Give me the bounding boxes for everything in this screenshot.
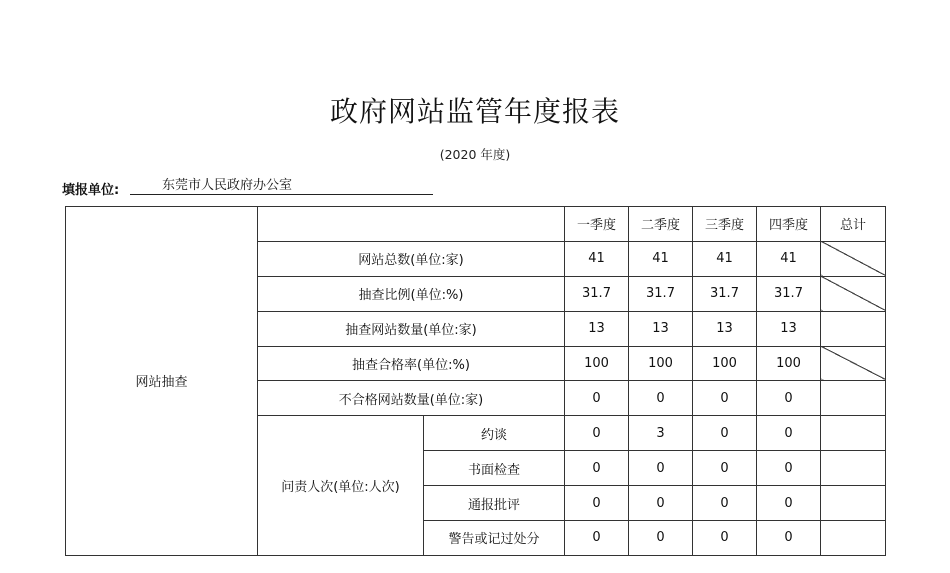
cell-value: 0 [757,486,821,521]
cell-value: 0 [693,521,757,556]
header-q2: 二季度 [629,207,693,242]
cell-value: 41 [693,241,757,276]
cell-value: 0 [629,486,693,521]
cell-value: 41 [565,241,629,276]
total-cell-diagonal [821,241,886,276]
cell-value: 41 [757,241,821,276]
cell-value: 0 [693,451,757,486]
header-row [66,207,886,242]
row-label: 不合格网站数量(单位:家) [258,381,565,416]
cell-value: 0 [757,381,821,416]
cell-value: 0 [565,451,629,486]
header-q1: 一季度 [565,207,629,242]
header-q3: 三季度 [693,207,757,242]
total-cell-diagonal [821,346,886,381]
cell-value: 31.7 [693,276,757,311]
cell-value: 31.7 [565,276,629,311]
cell-value: 0 [757,451,821,486]
cell-value: 0 [629,521,693,556]
cell-value: 31.7 [629,276,693,311]
cell-value: 0 [629,381,693,416]
report-table [65,206,886,556]
cell-value: 100 [693,346,757,381]
cell-value: 13 [565,311,629,346]
cell-value: 100 [757,346,821,381]
total-cell [821,451,886,486]
total-cell [821,381,886,416]
row-label: 网站总数(单位:家) [258,241,565,276]
cell-value: 0 [693,381,757,416]
row-label: 抽查比例(单位:%) [258,276,565,311]
row-label: 抽查网站数量(单位:家) [258,311,565,346]
row-label: 通报批评 [424,486,565,521]
cell-value: 0 [565,486,629,521]
cell-value: 0 [565,521,629,556]
total-cell [821,521,886,556]
cell-value: 0 [565,381,629,416]
total-cell [821,486,886,521]
cell-value: 13 [693,311,757,346]
group-cell: 网站抽查 [66,207,258,556]
row-label: 书面检查 [424,451,565,486]
cell-value: 13 [629,311,693,346]
total-cell [821,416,886,451]
cell-value: 31.7 [757,276,821,311]
cell-value: 13 [757,311,821,346]
cell-value: 41 [629,241,693,276]
total-cell [821,311,886,346]
row-label: 抽查合格率(单位:%) [258,346,565,381]
report-year: (2020 年度) [439,147,511,162]
cell-value: 0 [693,486,757,521]
row-label: 约谈 [424,416,565,451]
header-q4: 四季度 [757,207,821,242]
reporting-unit-label: 填报单位: [62,183,120,198]
cell-value: 100 [565,346,629,381]
reporting-unit-value: 东莞市人民政府办公室 [130,177,433,195]
row-label: 警告或记过处分 [424,521,565,556]
cell-value: 100 [629,346,693,381]
cell-value: 3 [629,416,693,451]
header-blank-cell [258,207,565,242]
cell-value: 0 [693,416,757,451]
total-cell-diagonal [821,276,886,311]
accountability-label: 问责人次(单位:人次) [258,416,424,556]
cell-value: 0 [757,416,821,451]
cell-value: 0 [565,416,629,451]
cell-value: 0 [629,451,693,486]
report-title: 政府网站监管年度报表 [329,95,620,128]
header-total: 总计 [821,207,886,242]
cell-value: 0 [757,521,821,556]
